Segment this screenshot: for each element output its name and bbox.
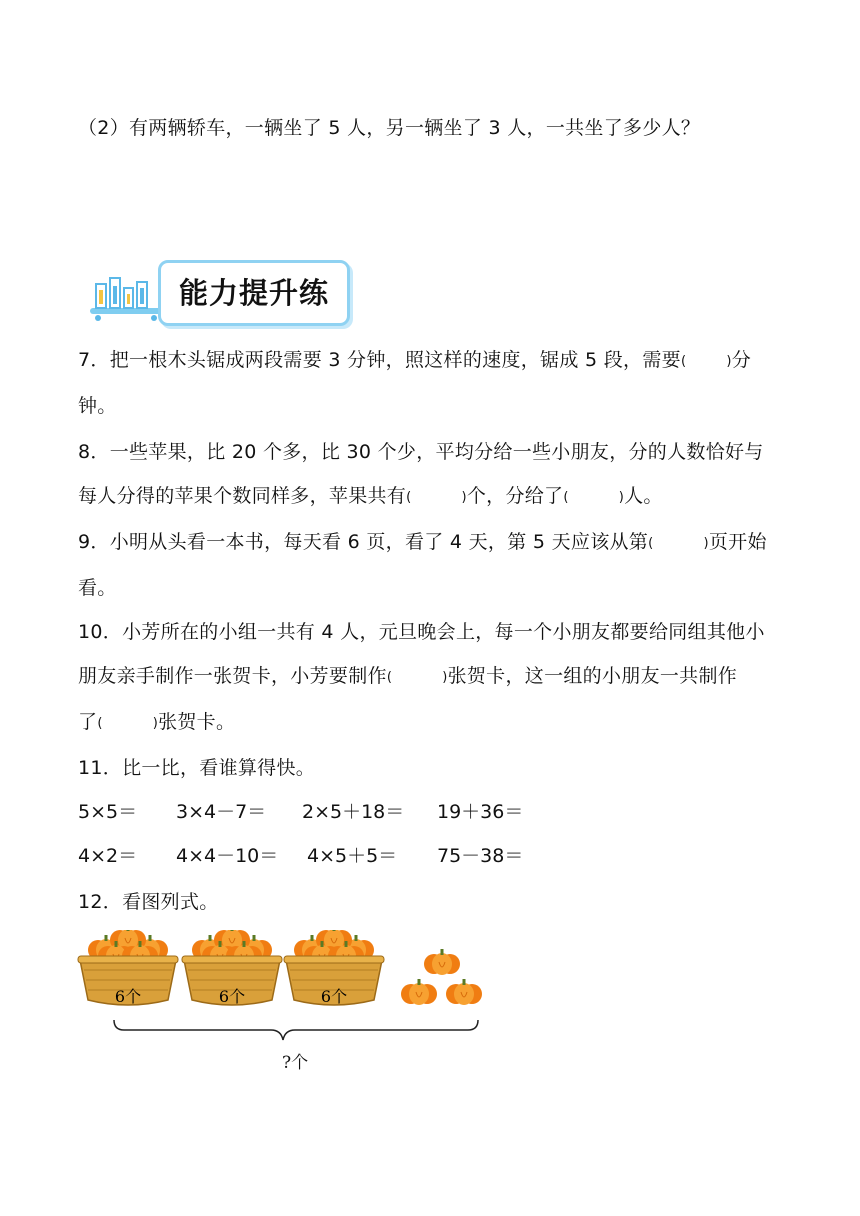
total-label: ?个 xyxy=(282,1053,309,1073)
basket-label-3: 6个 xyxy=(320,987,348,1006)
calc-r1-c4: 19＋36＝ xyxy=(437,801,524,823)
calc-r1-c1: 5×5＝ xyxy=(78,801,138,823)
pumpkin-illustration xyxy=(76,930,496,1045)
banner-frame xyxy=(158,260,350,326)
basket-2 xyxy=(182,930,282,1006)
q10-total-blank[interactable]: ( ) xyxy=(97,716,159,731)
q10-line2 xyxy=(78,662,737,692)
basket-label-1: 6个 xyxy=(114,987,142,1006)
q10-text-c: 了 xyxy=(78,711,98,733)
q8-line1: 8．一些苹果，比 20 个多，比 30 个少，平均分给一些小朋友，分的人数恰好与 xyxy=(78,441,764,463)
q9-line2: 看。 xyxy=(78,577,117,599)
q7-text-a: 7．把一根木头锯成两段需要 3 分钟，照这样的速度，锯成 5 段，需要 xyxy=(78,349,681,371)
loose-pumpkins xyxy=(401,949,482,1005)
q11-title: 11．比一比，看谁算得快。 xyxy=(78,757,316,779)
q10-line3 xyxy=(78,708,235,738)
q7-line2: 钟。 xyxy=(78,395,117,417)
q10-line1: 10．小芳所在的小组一共有 4 人，元旦晚会上，每一个小朋友都要给同组其他小 xyxy=(78,621,765,643)
calc-r2-c3: 4×5＋5＝ xyxy=(307,845,398,867)
q7-line1 xyxy=(78,346,751,376)
section-banner xyxy=(86,256,352,326)
calc-r2-c4: 75－38＝ xyxy=(437,845,524,867)
q8-apples-blank[interactable]: ( ) xyxy=(406,490,467,505)
pumpkin-figure xyxy=(76,930,496,1080)
q10-text-d: 张贺卡。 xyxy=(158,711,236,733)
calc-r1-c2: 3×4－7＝ xyxy=(176,801,267,823)
loose-pumpkin-3 xyxy=(446,979,482,1005)
q8-text-c: 人。 xyxy=(624,485,663,507)
q9-page-blank[interactable]: ( ) xyxy=(648,536,709,551)
basket-1 xyxy=(78,930,178,1006)
basket-label-2: 6个 xyxy=(218,987,246,1006)
q8-people-blank[interactable]: ( ) xyxy=(563,490,625,505)
q8-text-a: 每人分得的苹果个数同样多，苹果共有 xyxy=(78,485,407,507)
q10-cards-blank[interactable]: ( ) xyxy=(386,670,448,685)
basket-3 xyxy=(284,930,384,1006)
calc-r1-c3: 2×5＋18＝ xyxy=(302,801,405,823)
q6-part2-text: （2）有两辆轿车，一辆坐了 5 人，另一辆坐了 3 人，一共坐了多少人？ xyxy=(78,117,701,139)
q10-text-b: 张贺卡，这一组的小朋友一共制作 xyxy=(447,665,738,687)
q9-text-a: 9．小明从头看一本书，每天看 6 页，看了 4 天，第 5 天应该从第 xyxy=(78,531,649,553)
q7-text-b: 分 xyxy=(731,349,751,371)
q10-text-a: 朋友亲手制作一张贺卡，小芳要制作 xyxy=(78,665,387,687)
calc-r2-c1: 4×2＝ xyxy=(78,845,138,867)
q9-text-b: 页开始 xyxy=(708,531,767,553)
loose-pumpkin-2 xyxy=(401,979,437,1005)
section-title: 能力提升练 xyxy=(178,276,329,310)
calc-r2-c2: 4×4－10＝ xyxy=(176,845,279,867)
q12-title: 12．看图列式。 xyxy=(78,891,219,913)
q9-line1 xyxy=(78,528,767,558)
books-icon xyxy=(86,268,166,322)
total-brace xyxy=(114,1020,478,1040)
loose-pumpkin-1 xyxy=(424,949,460,975)
q7-answer-blank[interactable]: ( ) xyxy=(680,354,732,369)
q8-line2 xyxy=(78,482,663,512)
q8-text-b: 个，分给了 xyxy=(466,485,564,507)
